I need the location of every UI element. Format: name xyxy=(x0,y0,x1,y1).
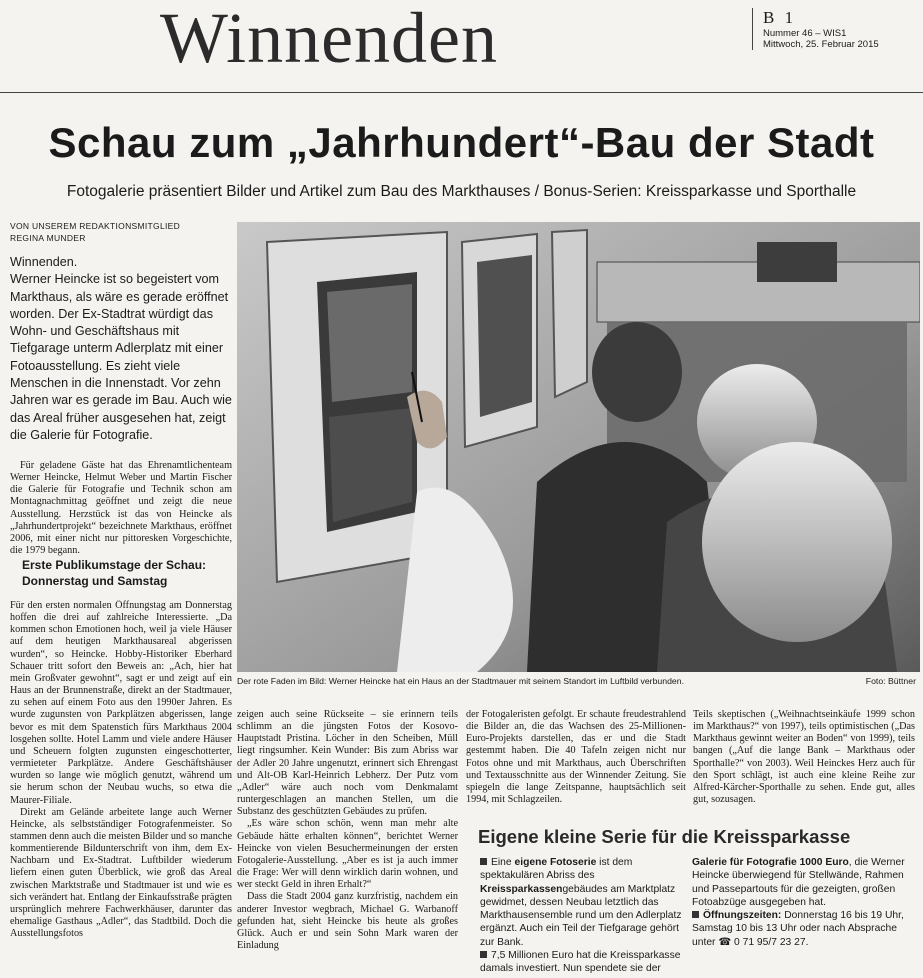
column-4 xyxy=(693,709,915,806)
column-1-bottom xyxy=(10,600,232,972)
issue-number: Nummer 46 – WIS1 xyxy=(763,28,847,39)
photo-caption-row xyxy=(237,675,920,687)
body-paragraph: Teils skeptischen („Weihnachtseinkäufe 1999 schon im Markthaus?“ von 1997), teils optimistischen („Das Markthaus gewinnt weiter an Boden“ von 1999), teils bangen („Auf die lange Bank – Markthaus oder Sporthalle?“ von 2003). Weil Heinckes Herz auch für den Sport schlägt, ist auch eine kleine Reihe zur Alfred-Kärcher-Sporthalle zu sehen. Ende gut, alles gut, sozusagen. xyxy=(693,709,915,806)
masthead-meta xyxy=(752,8,879,50)
infobox-item xyxy=(692,856,917,909)
infobox-text: , die Werner Heincke überwiegend für Stellwände, Rahmen und Passepartouts für die gezeigten, großen Fotoabzüge ausgegeben hat. xyxy=(692,857,905,908)
article-photo xyxy=(237,222,920,672)
column-3 xyxy=(466,709,686,806)
body-paragraph: Für den ersten normalen Öffnungstag am Donnerstag hoffen die drei auf zahlreiche Interessierte. „Da kommen schon Emotionen hoch, weil ja viele Häuser auf dem heutigen Markthausareal abgerissen wurden“, so Heincke. Hobby-Historiker Eberhard Schauer tritt sofort den Beweis an: „Ach, hier hat mein Großvater gewohnt“, sagt er und zeigt auf ein Haus an der Brunnenstraße, direkt an der Stadtmauer, zu sehen auf einem Foto aus den 1990er Jahren. Es wurde zugunsten von Parkplätzen abgerissen, lange bevor es mit dem Spatenstich fürs Markthaus 2004 losgehen sollte. Hotel Lamm und viele andere Häuser und Scheuern folgten zugunsten eingeschotterter, vermieteter Parkplätze. Andere Geschäftshäuser wurden so lange wie möglich genutzt, während um sie herum schon der Neubau wuchs, so etwa die Maurer-Filiale. xyxy=(10,600,232,806)
infobox-column-2 xyxy=(692,856,917,949)
body-paragraph: zeigen auch seine Rückseite – sie erinnern teils schlimm an die jüngsten Fotos der Kosovo-Hauptstadt Pristina. Löcher in den Scheiben, Müll liegt ringsumher. Kein Wunder: Bis zum Abriss war der Adler 20 Jahre ungenutzt, erinnert sich Ehrengast und Alt-OB Karl-Heinrich Lebherz. Der Putz vom „Adler“ wäre auch noch vom Denkmalamt runtergeschlagen an manchen Stellen, um die Substanz des geschützten Gebäudes zu prüfen. xyxy=(237,709,458,818)
crosshead: Erste Publikumstage der Schau: Donnerstag und Samstag xyxy=(22,558,207,588)
body-paragraph: Direkt am Gelände arbeitete lange auch Werner Heincke, als selbstständiger Fotografenmeister. So stammen denn auch die meisten Bilder und so manche kommentierende Bildunterschrift von ihm, dem Ex-Nachbarn und Ex-Stadtrat. Luftbilder wiederum liefern einen guten Überblick, wie groß das Areal zwischen Marktstraße und Stadtmauer ist und wie es sich verändert hat. Entlang der Einkaufsstraße prägten ursprünglich mehrere Fachwerkhäuser, darunter das ehemalige Gasthaus „Adler“, das Stadtbild. Doch die Ausstellungsfotos xyxy=(10,806,232,940)
infobox-text: ist dem spektakulären Abriss des xyxy=(480,857,633,882)
infobox-bold: Galerie für Fotografie 1000 Euro xyxy=(692,857,849,868)
infobox-bold: eigene Fotoserie xyxy=(514,857,597,868)
photo-credit: Foto: Büttner xyxy=(865,676,916,686)
infobox-hours xyxy=(692,909,917,949)
gallery-visitors-image xyxy=(237,222,920,672)
body-paragraph: Für geladene Gäste hat das Ehrenamtlichenteam Werner Heincke, Helmut Weber und Martin Fischer die Galerie für Fotografie und Technik schon am Montagnachmittag geöffnet und zeigt die neue Ausstellung. Herzstück ist das von Heincke als „Jahrhundertprojekt“ bezeichnete Markthaus, eröffnet 2006, mit einer nicht nur pittoresken Vorgeschichte, die 1979 begann. xyxy=(10,460,232,557)
infobox-headline: Eigene kleine Serie für die Kreissparkasse xyxy=(478,826,851,847)
masthead-rule xyxy=(0,92,923,93)
byline xyxy=(10,220,180,244)
headline: Schau zum „Jahrhundert“-Bau der Stadt xyxy=(48,119,875,166)
hours-label: Öffnungszeiten: xyxy=(703,910,782,922)
infobox-item xyxy=(480,949,685,976)
subheadline: Fotogalerie präsentiert Bilder und Artikel zum Bau des Markthauses / Bonus-Serien: Kreissparkasse und Sporthalle xyxy=(66,183,857,200)
column-2 xyxy=(237,709,458,975)
infobox-item xyxy=(480,856,685,949)
hours-text: Donnerstag 16 bis 19 Uhr, Samstag 10 bis 13 Uhr oder nach Absprache unter ☎ 0 71 95/7 23 27. xyxy=(692,910,904,948)
square-bullet-icon xyxy=(480,951,487,958)
infobox-text: Eine xyxy=(491,857,515,868)
infobox-column-1 xyxy=(480,856,685,976)
masthead-title: Winnenden xyxy=(160,0,498,78)
infobox-text: gebäudes am Marktplatz gewidmet, dessen Neubau letztlich das Markthausensemble rund um den Adlerplatz ergänzt. Auch ein Teil der Tiefgarage gehört zur Bank. xyxy=(480,883,682,948)
lead-paragraph: Winnenden. Werner Heincke ist so begeistert vom Markthaus, als wäre es gerade eröffnet worden. Der Ex-Stadtrat würdigt das Wohn- und Geschäftshaus mit Tiefgarage unterm Adlerplatz mit einer Fotoausstellung. Es zieht viele Menschen in die Innenstadt. Vor zehn Jahren war es gerade im Bau. Auch wie das Areal früher ausgesehen hat, zeigt die Galerie für Fotografie. xyxy=(10,255,232,442)
body-paragraph: Dass die Stadt 2004 ganz kurzfristig, nachdem ein anderer Investor wegbrach, Michael G. Warbanoff gefunden hat, sieht Heincke bis heute als großes Glück. Auch er und sein Sohn Mark waren der Einladung xyxy=(237,891,458,951)
body-paragraph: der Fotogaleristen gefolgt. Er schaute freudestrahlend die Bilder an, die das Wachsen des 25-Millionen-Euro-Projekts darstellen, das er und die Stadt gestemmt haben. Die 40 Tafeln zeigen nicht nur Fotos ohne und mit Markthaus, auch Überschriften und Textausschnitte aus der Winnender Zeitung. Sie spiegeln die lange Zeitspanne, hauptsächlich seit 1994, mit Schlagzeilen. xyxy=(466,709,686,806)
byline-author: REGINA MUNDER xyxy=(10,233,86,243)
square-bullet-icon xyxy=(692,911,699,918)
byline-prefix: VON UNSEREM REDAKTIONSMITGLIED xyxy=(10,221,181,231)
column-1-top xyxy=(10,460,232,557)
photo-caption: Der rote Faden im Bild: Werner Heincke hat ein Haus an der Stadtmauer mit seinem Standort im Luftbild verbunden. xyxy=(237,676,684,686)
page-number: B 1 xyxy=(763,8,797,27)
infobox-text: 7,5 Millionen Euro hat die Kreissparkasse damals investiert. Nun spendete sie der xyxy=(480,950,681,975)
body-paragraph: „Es wäre schon schön, wenn man mehr alte Gebäude hätte erhalten können“, berichtet Werner Heincke von vielen Besuchermeinungen der ersten Fotogalerie-Ausstellung. „Aber es ist ja auch immer die Frage: Wer will denn wirklich darin wohnen, und wer steckt Geld in ihren Erhalt?“ xyxy=(237,818,458,891)
infobox-bold: Kreissparkassen xyxy=(480,883,563,895)
square-bullet-icon xyxy=(480,858,487,865)
issue-date: Mittwoch, 25. Februar 2015 xyxy=(763,39,879,50)
